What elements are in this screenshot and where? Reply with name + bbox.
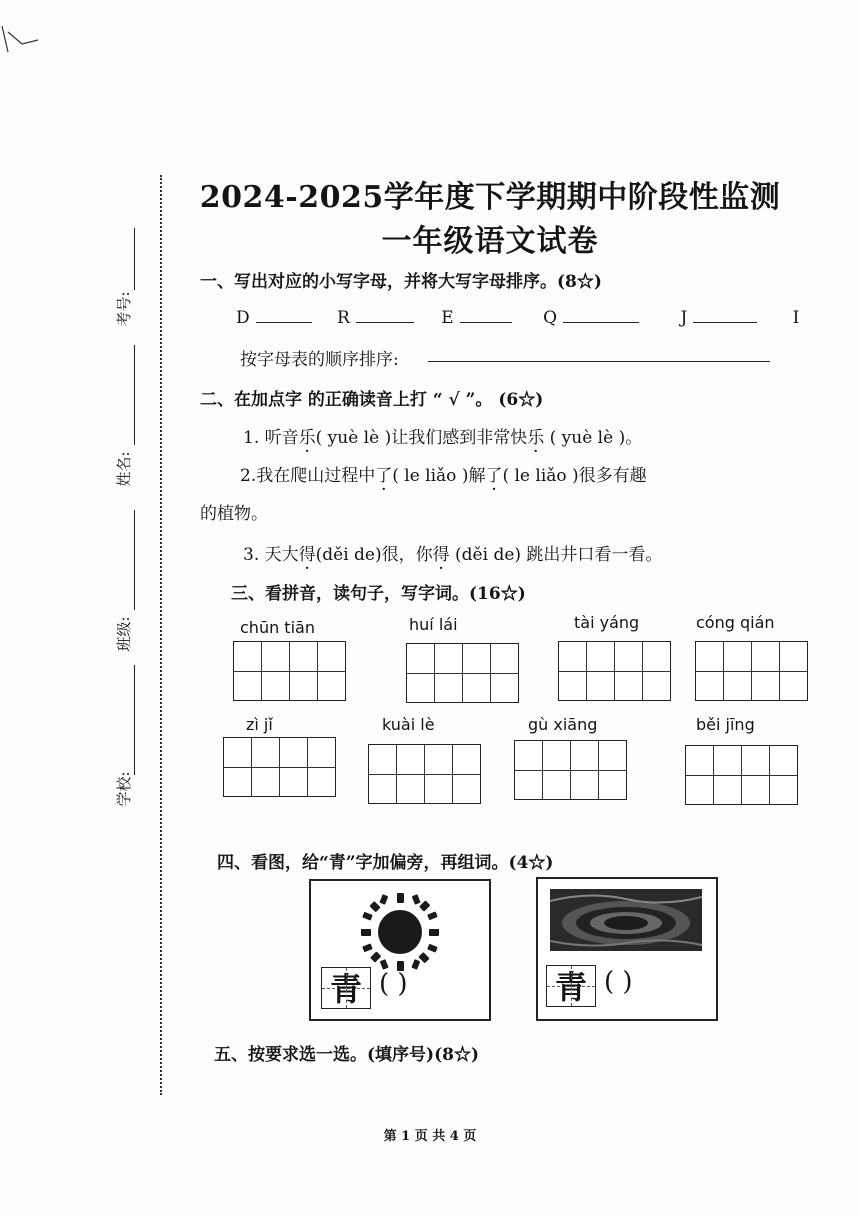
writing-grid-3[interactable] xyxy=(558,641,671,701)
pinyin-kuai-le: kuài lè xyxy=(382,715,435,734)
q1-order-label: 按字母表的顺序排序: xyxy=(240,350,399,370)
pinyin-chun-tian: chūn tiān xyxy=(240,618,315,637)
s1-dotted-char: 乐 xyxy=(298,428,316,448)
q2-sentence-2 xyxy=(240,461,647,486)
exam-title: 2024-2025学年度下学期期中阶段性监测 xyxy=(199,180,781,215)
name-label: 姓名: xyxy=(115,451,133,487)
s3-part-b[interactable]: (děi de)很，你 xyxy=(315,545,433,565)
s1-part-c[interactable]: ( yuè lè )。 xyxy=(544,428,643,448)
letter-i: I xyxy=(792,308,800,328)
blank-j[interactable] xyxy=(693,306,757,323)
q1-heading: 一、写出对应的小写字母，并将大写字母排序。(8☆) xyxy=(200,272,602,292)
s3-dotted-char-2: 得 xyxy=(432,545,450,565)
q5-heading: 五、按要求选一选。(填序号)(8☆) xyxy=(214,1045,480,1065)
s3-part-a: 3. 天大 xyxy=(243,545,299,565)
q4-heading: 四、看图，给“青”字加偏旁，再组词。(4☆) xyxy=(217,853,554,873)
q2-sentence-1 xyxy=(243,423,642,448)
class-line xyxy=(134,665,135,775)
school-label: 学校: xyxy=(115,771,133,807)
exam-number-label: 考号: xyxy=(115,291,133,327)
s1-part-b[interactable]: ( yuè lè )让我们感到非常快 xyxy=(315,428,528,448)
writing-grid-8[interactable] xyxy=(685,745,798,805)
s2-dotted-char-2: 了 xyxy=(485,466,503,486)
letter-d: D xyxy=(236,308,250,328)
pinyin-cong-qian: cóng qián xyxy=(696,613,775,632)
qing-char-box-2 xyxy=(546,965,596,1007)
blank-d[interactable] xyxy=(256,306,312,323)
letter-e: E xyxy=(441,308,454,328)
s3-part-c[interactable]: (děi de) 跳出井口看一看。 xyxy=(449,545,663,565)
pinyin-bei-jing: běi jīng xyxy=(696,715,755,734)
water-ripple-icon xyxy=(550,889,702,951)
pinyin-gu-xiang: gù xiāng xyxy=(528,715,598,734)
name-line-top xyxy=(134,345,135,445)
s2-part-c[interactable]: ( le liǎo )很多有趣 xyxy=(502,466,647,486)
writing-grid-4[interactable] xyxy=(695,641,808,701)
binding-line xyxy=(160,175,162,1095)
writing-grid-2[interactable] xyxy=(406,643,519,703)
q3-heading: 三、看拼音，读句子，写字词。(16☆) xyxy=(231,584,526,604)
exam-subtitle: 一年级语文试卷 xyxy=(381,224,599,259)
writing-grid-1[interactable] xyxy=(233,641,346,701)
q2-sentence-3 xyxy=(243,540,662,565)
water-picture-box xyxy=(536,877,718,1021)
s2-part-a: 2.我在爬山过程中 xyxy=(240,466,376,486)
pinyin-tai-yang: tài yáng xyxy=(574,613,640,632)
s1-part-a: 1. 听音 xyxy=(243,428,299,448)
writing-grid-7[interactable] xyxy=(514,740,627,800)
s1-dotted-char-2: 乐 xyxy=(527,428,545,448)
blank-r[interactable] xyxy=(356,306,414,323)
writing-grid-5[interactable] xyxy=(223,737,336,797)
s2-dotted-char: 了 xyxy=(375,466,393,486)
pinyin-hui-lai: huí lái xyxy=(409,615,458,634)
q2-heading: 二、在加点字 的正确读音上打 “ √ ”。 (6☆) xyxy=(200,390,544,410)
s2-part-b[interactable]: ( le liǎo )解 xyxy=(392,466,486,486)
sun-picture-box xyxy=(309,879,491,1021)
pinyin-zi-ji: zì jǐ xyxy=(246,715,273,734)
page-footer: 第 1 页 共 4 页 xyxy=(383,1129,477,1144)
class-label: 班级: xyxy=(115,616,133,652)
answer-paren-2[interactable]: ( ) xyxy=(604,967,633,997)
qing-char-2: 青 xyxy=(554,968,587,1006)
sun-icon xyxy=(359,891,441,973)
writing-grid-6[interactable] xyxy=(368,744,481,804)
letter-q: Q xyxy=(543,308,558,328)
qing-char-1: 青 xyxy=(329,970,362,1008)
corner-mark xyxy=(0,22,40,62)
q1-letters-row xyxy=(236,306,800,328)
q1-order-blank[interactable] xyxy=(428,361,770,362)
qing-char-box-1 xyxy=(321,967,371,1009)
s3-dotted-char: 得 xyxy=(298,545,316,565)
letter-r: R xyxy=(337,308,350,328)
answer-paren-1[interactable]: ( ) xyxy=(379,969,408,999)
s2-continuation: 的植物。 xyxy=(200,504,268,524)
letter-j: J xyxy=(680,308,688,328)
blank-e[interactable] xyxy=(460,306,512,323)
blank-q[interactable] xyxy=(563,306,639,323)
name-line xyxy=(134,510,135,610)
